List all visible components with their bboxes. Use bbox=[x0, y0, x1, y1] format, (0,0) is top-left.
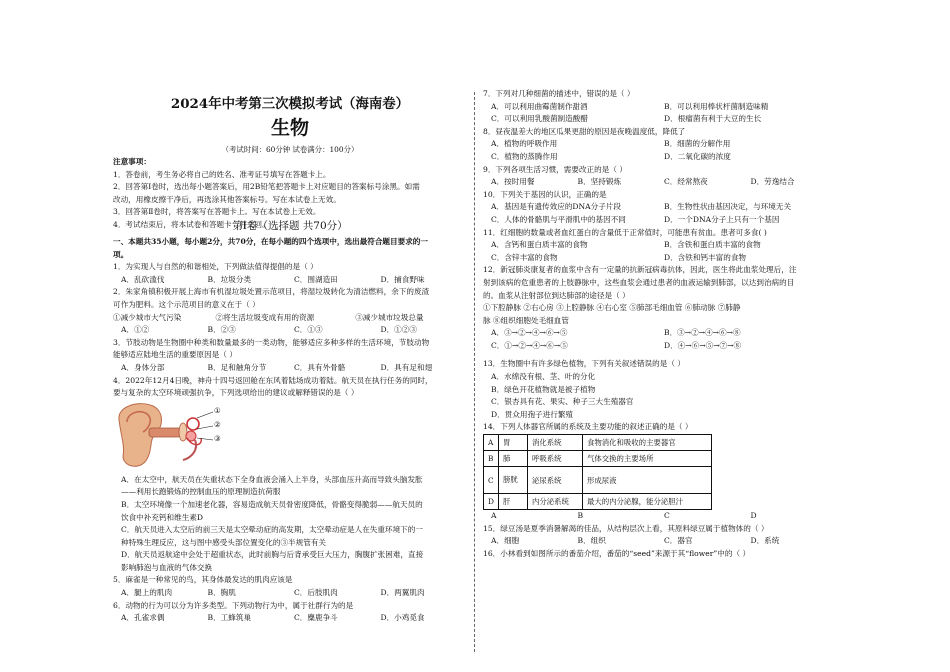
option-a[interactable]: A．③→②→④→⑥→⑤ bbox=[491, 328, 568, 338]
question-stem: 16．小林看到如图所示的番茄介绍，番茄的“seed”来源于其“flower”中的（ ） bbox=[483, 548, 751, 558]
note-line: 改动，用橡皮擦干净后，再选涂其他答案标号。写在本试卷上无效。 bbox=[113, 194, 341, 204]
question-stem: 6．动物的行为可以分为许多类型。下列动物行为中，属于社群行为的是 bbox=[113, 600, 354, 610]
question-options bbox=[483, 510, 837, 523]
option-c[interactable]: C．①→②→④→⑥→⑤ bbox=[491, 340, 568, 350]
option-c[interactable]: C．含锌丰富的食物 bbox=[491, 252, 558, 262]
option-a[interactable]: A．基因是有遗传效应的DNA分子片段 bbox=[491, 202, 622, 212]
option-d-text: 影响肺泡与血液的气体交换 bbox=[121, 562, 213, 572]
option-a[interactable]: A．含钙和蛋白质丰富的食物 bbox=[491, 240, 588, 250]
question-options bbox=[483, 138, 837, 151]
question-stem: 12．新冠肺炎康复者的血浆中含有一定量的抗新冠病毒抗体，因此，医生将此血浆处理后，注 bbox=[483, 265, 797, 275]
table-cell: B bbox=[484, 451, 499, 467]
note-line: 3．回答第Ⅱ卷时，将答案写在答题卡上。写在本试卷上无效。 bbox=[113, 207, 321, 217]
option-a-text[interactable]: A．在太空中，航天员在失重状态下全身血液会涌入上半身，头部血压升高而导致头脑发胀 bbox=[121, 474, 423, 484]
table-cell: 气体交换的主要场所 bbox=[582, 451, 711, 467]
option-a[interactable]: A．孔雀求偶 bbox=[121, 613, 165, 623]
table-cell: 形成尿液 bbox=[582, 467, 711, 494]
question-options bbox=[483, 327, 837, 340]
option-b[interactable]: B．组织 bbox=[577, 536, 606, 546]
table-cell: 最大的内分泌腺，能分泌胆汁 bbox=[582, 494, 711, 510]
table-cell: 食物消化和吸收的主要器官 bbox=[582, 435, 711, 451]
option-d[interactable]: D．二氧化碳的浓度 bbox=[664, 151, 731, 161]
exam-meta: （考试时间：60分钟 试卷满分：100分） bbox=[221, 145, 359, 154]
column-divider bbox=[474, 92, 475, 652]
note-line: 4．考试结束后，将本试卷和答题卡一并交回。 bbox=[113, 219, 270, 229]
question-options bbox=[113, 362, 467, 375]
table-cell: 膀胱 bbox=[498, 467, 527, 494]
question-stem: 11．红细胞的数量或者血红蛋白的含量低于正常值时，可能患有贫血。患者可多食( ) bbox=[483, 227, 767, 237]
option-c[interactable]: C．麋鹿争斗 bbox=[294, 613, 338, 623]
right-column bbox=[483, 0, 837, 672]
question-options bbox=[483, 535, 837, 548]
option-a[interactable]: A．①② bbox=[121, 325, 150, 335]
option-b[interactable]: B．工蜂筑巢 bbox=[207, 613, 252, 623]
option-b[interactable]: B．垃圾分类 bbox=[207, 274, 252, 284]
option-d[interactable]: D bbox=[750, 511, 757, 521]
option-a[interactable]: A．乱砍滥伐 bbox=[121, 274, 165, 284]
question-stem: 4．2022年12月4日晚，神舟十四号返回舱在东风着陆场成功着陆。航天员在执行任务的同时， bbox=[113, 375, 433, 385]
option-c[interactable]: C．可以利用乳酸菌制造酸醋 bbox=[491, 114, 588, 124]
option-d[interactable]: D．劳逸结合 bbox=[750, 177, 795, 187]
question-stem: 射到该病的危重患者的上肢静脉中，这些血浆会通过患者的血液运输到肺部，以达到治病的目 bbox=[483, 277, 795, 287]
question-stem: 13．生物圈中有许多绿色植物，下列有关叙述错误的是（ ） bbox=[483, 359, 685, 369]
question-stem: 要与复杂的太空环境顽强抗争，下列选项给出的建议或解释错误的是（ ） bbox=[113, 388, 359, 398]
question-options bbox=[483, 214, 837, 227]
table-cell: 呼吸系统 bbox=[527, 451, 582, 467]
question-options bbox=[113, 587, 467, 600]
question-options bbox=[113, 324, 467, 337]
q14-table bbox=[483, 434, 712, 510]
question-options bbox=[483, 151, 837, 164]
option-c[interactable]: C．①③ bbox=[294, 325, 323, 335]
option-d[interactable]: D．含铁和钙丰富的食物 bbox=[664, 252, 747, 262]
option-d[interactable]: D．两翼肌肉 bbox=[380, 588, 425, 598]
option-b[interactable]: B．含铁和蛋白质丰富的食物 bbox=[664, 240, 761, 250]
option-d[interactable]: D．小鸡觅食 bbox=[380, 613, 425, 623]
option-d[interactable]: D．贯众用孢子进行繁殖 bbox=[491, 409, 574, 419]
option-a[interactable]: A．可以利用曲霉菌制作甜酒 bbox=[491, 101, 588, 111]
option-c[interactable]: C．人体的骨骼肌与平滑肌中的基因不同 bbox=[491, 214, 626, 224]
note-line: 2．回答第Ⅰ卷时，选出每小题答案后，用2B铅笔把答题卡上对应题目的答案标号涂黑。如需 bbox=[113, 182, 420, 192]
option-b-text[interactable]: B．太空环境像一个加速老化器，容易造成航天员骨密度降低，骨骼变得脆弱——航天员的 bbox=[121, 499, 423, 509]
table-row bbox=[484, 467, 712, 494]
option-d[interactable]: D．①②③ bbox=[380, 325, 417, 335]
figure-label-2: ② bbox=[214, 419, 221, 429]
question-stem: 7．下列对几种细菌的描述中，错误的是（ ） bbox=[483, 89, 635, 98]
option-b[interactable]: B．可以利用棒状杆菌制造味精 bbox=[664, 101, 769, 111]
option-b[interactable]: B．细菌的分解作用 bbox=[664, 139, 731, 149]
option-c-text[interactable]: C．航天员进入太空后的前三天是太空晕动症的高发期，太空晕动症是人在失重环境下的一 bbox=[121, 525, 423, 535]
option-c[interactable]: C．银杏具有花、果实、种子三大生殖器官 bbox=[491, 397, 634, 407]
exam-title: 2024年中考第三次模拟考试（海南卷） bbox=[170, 96, 410, 112]
question-stem: 14．下列人体器官所属的系统及主要功能的叙述正确的是（ ） bbox=[483, 422, 693, 432]
table-cell: A bbox=[484, 435, 499, 451]
question-stem: 10．下列关于基因的认识，正确的是 bbox=[483, 189, 607, 199]
option-c-text: 种特殊生理反应，这与图中感受头部位置变化的③半规管有关 bbox=[121, 537, 327, 547]
option-d[interactable]: D．④→⑥→⑤→⑦→⑧ bbox=[664, 340, 742, 350]
table-cell: 胃 bbox=[498, 435, 527, 451]
table-row bbox=[484, 451, 712, 467]
option-d[interactable]: D．捕食野味 bbox=[380, 274, 425, 284]
question-stem: 9．下列各项生活习惯，需要改正的是（ ） bbox=[483, 164, 627, 174]
section-title: 第Ⅰ卷（选择题 共70分） bbox=[232, 220, 348, 232]
option-d[interactable]: D．系统 bbox=[750, 536, 780, 546]
option-b[interactable]: B bbox=[577, 511, 584, 521]
question-items bbox=[113, 312, 467, 325]
option-d[interactable]: D．具有足和翅 bbox=[380, 362, 433, 372]
question-options bbox=[483, 239, 837, 252]
option-c[interactable]: C．器官 bbox=[664, 536, 693, 546]
questions-right bbox=[483, 88, 837, 560]
option-b[interactable]: B．绿色开花植物就是被子植物 bbox=[491, 384, 596, 394]
option-a-text: ——利用长跑锻炼的控制血压的原理制造抗荷服 bbox=[121, 487, 281, 497]
notes-heading: 注意事项： bbox=[113, 157, 151, 166]
option-a[interactable]: A．按时用餐 bbox=[491, 177, 535, 187]
question-options bbox=[483, 113, 837, 126]
question-items: 脉 ⑧组织细胞处毛细血管 bbox=[483, 315, 569, 325]
table-cell: 肺 bbox=[498, 451, 527, 467]
question-stem: 的。血浆从注射部位到达肺部的途径是（ ） bbox=[483, 290, 630, 300]
subject-title: 生物 bbox=[270, 117, 309, 139]
question-stem: 3．节肢动物是生物圈中种类和数量最多的一类动物，能够适应多种多样的生活环境，节肢动物 bbox=[113, 337, 430, 347]
option-a[interactable]: A bbox=[491, 511, 497, 521]
item: ③减少城市垃圾总量 bbox=[355, 312, 424, 322]
option-b-text: 饮食中补充钙和维生素D bbox=[121, 512, 204, 522]
option-b[interactable]: B．②③ bbox=[207, 325, 236, 335]
table-cell: C bbox=[484, 467, 499, 494]
item: ②将生活垃圾变成有用的资源 bbox=[215, 312, 315, 322]
questions-left bbox=[113, 236, 467, 625]
question-stem: 5．麻雀是一种常见的鸟，其身体最发达的肌肉应该是 bbox=[113, 575, 293, 585]
table-cell: 泌尿系统 bbox=[527, 467, 582, 494]
table-row bbox=[484, 435, 712, 451]
note-line: 1．答卷前，考生务必将自己的姓名、准考证号填写在答题卡上。 bbox=[113, 169, 331, 179]
option-b[interactable]: B．坚持锻炼 bbox=[577, 177, 622, 187]
option-c[interactable]: C．围湖造田 bbox=[294, 274, 338, 284]
option-a[interactable]: A．腿上的肌肉 bbox=[121, 588, 173, 598]
option-b[interactable]: B．足和触角分节 bbox=[207, 362, 267, 372]
option-a[interactable]: A．身体分部 bbox=[121, 362, 165, 372]
left-column bbox=[113, 0, 467, 672]
question-stem: 8．昼夜温差大的地区瓜果更甜的原因是夜晚温度低，降低了 bbox=[483, 126, 686, 136]
option-a[interactable]: A．细胞 bbox=[491, 536, 520, 546]
option-b[interactable]: B．生物性状由基因决定，与环境无关 bbox=[664, 202, 792, 212]
table-cell: 消化系统 bbox=[527, 435, 582, 451]
option-c[interactable]: C．经常熬夜 bbox=[664, 177, 708, 187]
table-row bbox=[484, 494, 712, 510]
option-d[interactable]: D．根瘤菌有利于大豆的生长 bbox=[664, 114, 762, 124]
figure-label-1: ① bbox=[214, 405, 221, 415]
question-stem: 可作为肥料。这个示范项目的意义在于（ ） bbox=[113, 299, 260, 309]
option-a[interactable]: A．水绵没有根、茎、叶的分化 bbox=[491, 372, 596, 382]
question-stem: 2．朱家角镇积极开展上海市有机湿垃圾处置示范项目，将湿垃圾转化为清洁燃料，余下的废渣 bbox=[113, 287, 430, 297]
section-instruction: 一、本题共35小题，每小题2分，共70分，在每小题的四个选项中，选出最符合题目要求的一 bbox=[113, 237, 428, 246]
option-b[interactable]: B．胸肌 bbox=[207, 588, 236, 598]
question-stem: 能够适应陆地生活的重要原因是（ ） bbox=[113, 350, 237, 360]
section-instruction: 项。 bbox=[113, 249, 129, 259]
question-options bbox=[483, 101, 837, 114]
item: ①减少城市大气污染 bbox=[113, 312, 182, 322]
question-options bbox=[113, 612, 467, 625]
figure-label-3: ③ bbox=[214, 433, 221, 443]
table-cell: 肝 bbox=[498, 494, 527, 510]
option-d[interactable]: D．一个DNA分子上只有一个基因 bbox=[664, 214, 780, 224]
question-stem: 15．绿豆汤是夏季消暑解渴的佳品，从结构层次上看，其原料绿豆属于植物体的（ ） bbox=[483, 523, 769, 533]
option-c[interactable]: C．植物的蒸腾作用 bbox=[491, 151, 558, 161]
question-options bbox=[483, 201, 837, 214]
option-b[interactable]: B．③→②→④→⑥→⑧ bbox=[664, 328, 741, 338]
question-options bbox=[483, 252, 837, 265]
ear-figure bbox=[113, 400, 467, 474]
question-stem: 1．为实现人与自然的和谐相处，下列做法值得提倡的是（ ） bbox=[113, 262, 318, 272]
table-cell: D bbox=[484, 494, 499, 510]
option-d-text[interactable]: D．航天员返航途中会处于超重状态，此时前胸与后背承受巨大压力，胸腹扩张困难，直接 bbox=[121, 550, 424, 560]
question-options bbox=[483, 340, 837, 353]
question-options bbox=[483, 176, 837, 189]
option-c[interactable]: C bbox=[664, 511, 670, 521]
option-c[interactable]: C．后肢肌肉 bbox=[294, 588, 338, 598]
option-c[interactable]: C．具有外骨骼 bbox=[294, 362, 346, 372]
question-options bbox=[113, 274, 467, 287]
question-items: ①下腔静脉 ②右心房 ③上腔静脉 ④右心室 ⑤肺部毛细血管 ⑥肺动脉 ⑦肺静 bbox=[483, 303, 741, 313]
option-a[interactable]: A．植物的呼吸作用 bbox=[491, 139, 558, 149]
table-cell: 内分泌系统 bbox=[527, 494, 582, 510]
